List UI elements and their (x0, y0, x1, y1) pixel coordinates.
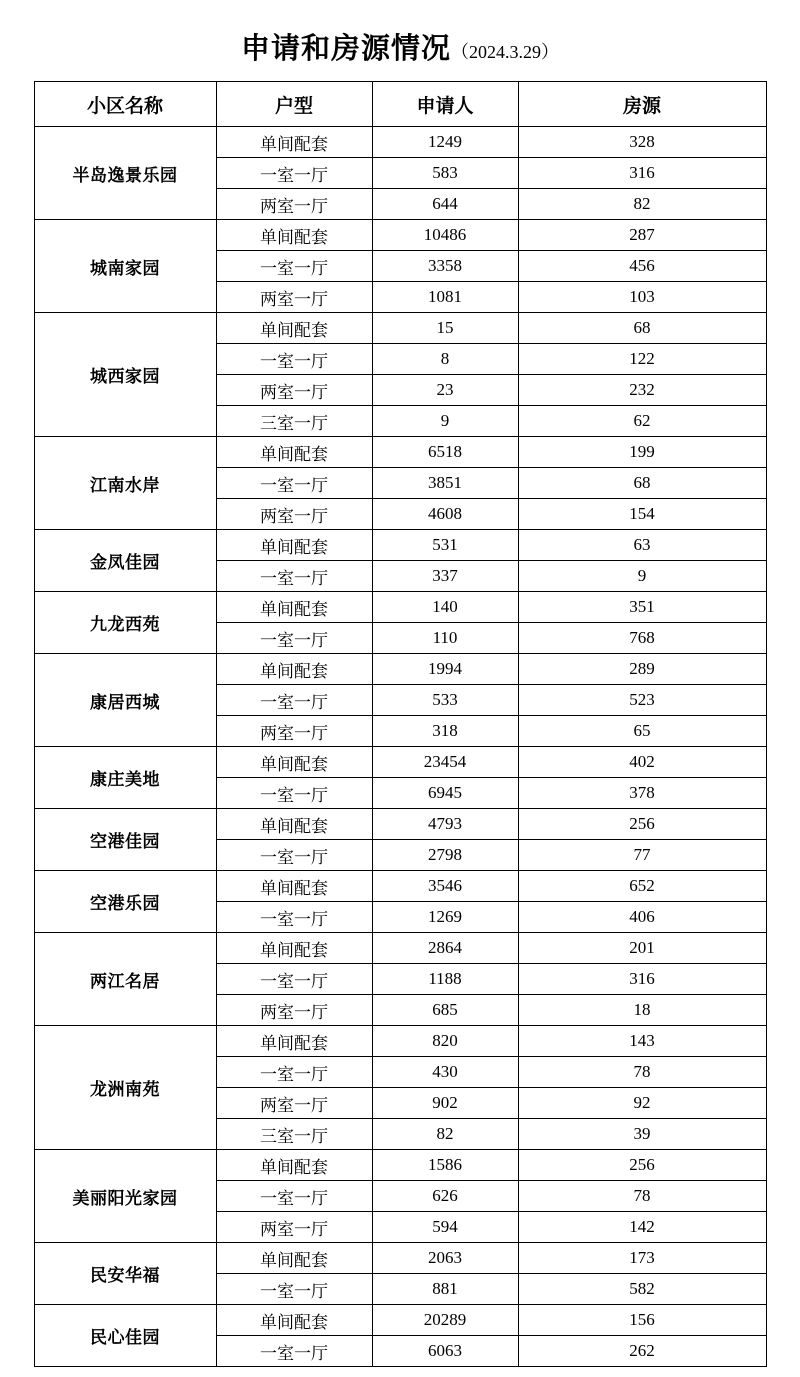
applicants-count-cell: 10486 (372, 220, 518, 251)
layout-type-cell: 单间配套 (216, 313, 372, 344)
applicants-count-cell: 430 (372, 1057, 518, 1088)
applicants-count-cell: 23454 (372, 747, 518, 778)
houses-count-cell: 173 (518, 1243, 766, 1274)
table-row (34, 1243, 766, 1274)
layout-type-cell: 一室一厅 (216, 344, 372, 375)
applicants-count-cell: 1994 (372, 654, 518, 685)
layout-type-cell: 单间配套 (216, 127, 372, 158)
houses-count-cell: 652 (518, 871, 766, 902)
applicants-count-cell: 2864 (372, 933, 518, 964)
houses-count-cell: 77 (518, 840, 766, 871)
layout-type-cell: 单间配套 (216, 1243, 372, 1274)
applicants-count-cell: 23 (372, 375, 518, 406)
page-title-date: （2024.3.29） (451, 42, 559, 62)
houses-count-cell: 63 (518, 530, 766, 561)
table-row (34, 127, 766, 158)
applicants-count-cell: 881 (372, 1274, 518, 1305)
applicants-count-cell: 6063 (372, 1336, 518, 1367)
layout-type-cell: 三室一厅 (216, 406, 372, 437)
layout-type-cell: 一室一厅 (216, 561, 372, 592)
layout-type-cell: 一室一厅 (216, 1336, 372, 1367)
layout-type-cell: 一室一厅 (216, 685, 372, 716)
layout-type-cell: 单间配套 (216, 933, 372, 964)
applicants-count-cell: 1188 (372, 964, 518, 995)
applicants-count-cell: 337 (372, 561, 518, 592)
layout-type-cell: 单间配套 (216, 654, 372, 685)
houses-count-cell: 68 (518, 313, 766, 344)
estate-name-cell: 金凤佳园 (34, 530, 216, 592)
layout-type-cell: 一室一厅 (216, 468, 372, 499)
layout-type-cell: 一室一厅 (216, 158, 372, 189)
houses-count-cell: 199 (518, 437, 766, 468)
layout-type-cell: 一室一厅 (216, 964, 372, 995)
houses-count-cell: 256 (518, 1150, 766, 1181)
column-header-layout: 户型 (216, 82, 372, 127)
estate-name-cell: 康居西城 (34, 654, 216, 747)
table-row (34, 747, 766, 778)
applicants-count-cell: 3546 (372, 871, 518, 902)
houses-count-cell: 378 (518, 778, 766, 809)
applicants-count-cell: 1269 (372, 902, 518, 933)
applicants-count-cell: 902 (372, 1088, 518, 1119)
houses-count-cell: 287 (518, 220, 766, 251)
layout-type-cell: 两室一厅 (216, 995, 372, 1026)
table-row (34, 871, 766, 902)
layout-type-cell: 一室一厅 (216, 623, 372, 654)
applicants-count-cell: 583 (372, 158, 518, 189)
estate-name-cell: 空港乐园 (34, 871, 216, 933)
estate-name-cell: 半岛逸景乐园 (34, 127, 216, 220)
houses-count-cell: 406 (518, 902, 766, 933)
column-header-houses: 房源 (518, 82, 766, 127)
estate-name-cell: 九龙西苑 (34, 592, 216, 654)
houses-count-cell: 328 (518, 127, 766, 158)
layout-type-cell: 一室一厅 (216, 840, 372, 871)
applicants-count-cell: 110 (372, 623, 518, 654)
applicants-count-cell: 20289 (372, 1305, 518, 1336)
houses-count-cell: 232 (518, 375, 766, 406)
applicants-count-cell: 4793 (372, 809, 518, 840)
table-row (34, 313, 766, 344)
column-header-estate: 小区名称 (34, 82, 216, 127)
houses-count-cell: 402 (518, 747, 766, 778)
applicants-count-cell: 685 (372, 995, 518, 1026)
applicants-count-cell: 594 (372, 1212, 518, 1243)
applicants-count-cell: 3358 (372, 251, 518, 282)
layout-type-cell: 单间配套 (216, 437, 372, 468)
houses-count-cell: 9 (518, 561, 766, 592)
layout-type-cell: 两室一厅 (216, 499, 372, 530)
houses-count-cell: 62 (518, 406, 766, 437)
houses-count-cell: 143 (518, 1026, 766, 1057)
applicants-count-cell: 644 (372, 189, 518, 220)
applicants-count-cell: 820 (372, 1026, 518, 1057)
applicants-count-cell: 8 (372, 344, 518, 375)
page-title-main: 申请和房源情况 (240, 33, 451, 65)
houses-count-cell: 262 (518, 1336, 766, 1367)
layout-type-cell: 单间配套 (216, 871, 372, 902)
houses-count-cell: 289 (518, 654, 766, 685)
applicants-count-cell: 2063 (372, 1243, 518, 1274)
table-row (34, 1026, 766, 1057)
estate-name-cell: 民安华福 (34, 1243, 216, 1305)
applicants-count-cell: 1249 (372, 127, 518, 158)
houses-count-cell: 201 (518, 933, 766, 964)
houses-count-cell: 316 (518, 158, 766, 189)
layout-type-cell: 单间配套 (216, 220, 372, 251)
estate-name-cell: 美丽阳光家园 (34, 1150, 216, 1243)
applicants-count-cell: 1586 (372, 1150, 518, 1181)
layout-type-cell: 两室一厅 (216, 189, 372, 220)
page-title (22, 26, 778, 67)
table-row (34, 1150, 766, 1181)
layout-type-cell: 一室一厅 (216, 778, 372, 809)
estate-name-cell: 江南水岸 (34, 437, 216, 530)
applicants-count-cell: 15 (372, 313, 518, 344)
table-row (34, 437, 766, 468)
estate-name-cell: 康庄美地 (34, 747, 216, 809)
houses-count-cell: 316 (518, 964, 766, 995)
layout-type-cell: 单间配套 (216, 592, 372, 623)
table-row (34, 220, 766, 251)
houses-count-cell: 456 (518, 251, 766, 282)
estate-name-cell: 龙洲南苑 (34, 1026, 216, 1150)
houses-count-cell: 92 (518, 1088, 766, 1119)
houses-count-cell: 18 (518, 995, 766, 1026)
layout-type-cell: 两室一厅 (216, 716, 372, 747)
houses-count-cell: 256 (518, 809, 766, 840)
table-row (34, 933, 766, 964)
layout-type-cell: 单间配套 (216, 809, 372, 840)
layout-type-cell: 单间配套 (216, 530, 372, 561)
layout-type-cell: 两室一厅 (216, 1212, 372, 1243)
estate-name-cell: 民心佳园 (34, 1305, 216, 1367)
estate-name-cell: 城南家园 (34, 220, 216, 313)
applicants-count-cell: 9 (372, 406, 518, 437)
houses-count-cell: 156 (518, 1305, 766, 1336)
houses-count-cell: 122 (518, 344, 766, 375)
layout-type-cell: 单间配套 (216, 1305, 372, 1336)
houses-count-cell: 768 (518, 623, 766, 654)
table-header-row (34, 82, 766, 127)
applicants-count-cell: 1081 (372, 282, 518, 313)
houses-count-cell: 582 (518, 1274, 766, 1305)
houses-count-cell: 65 (518, 716, 766, 747)
estate-name-cell: 空港佳园 (34, 809, 216, 871)
table-row (34, 530, 766, 561)
houses-count-cell: 523 (518, 685, 766, 716)
layout-type-cell: 一室一厅 (216, 1181, 372, 1212)
layout-type-cell: 一室一厅 (216, 251, 372, 282)
applicants-count-cell: 140 (372, 592, 518, 623)
layout-type-cell: 两室一厅 (216, 282, 372, 313)
table-body (34, 127, 766, 1367)
applicants-count-cell: 6945 (372, 778, 518, 809)
houses-count-cell: 78 (518, 1181, 766, 1212)
column-header-applicants: 申请人 (372, 82, 518, 127)
estate-name-cell: 城西家园 (34, 313, 216, 437)
table-row (34, 1305, 766, 1336)
estate-name-cell: 两江名居 (34, 933, 216, 1026)
layout-type-cell: 三室一厅 (216, 1119, 372, 1150)
applicants-count-cell: 533 (372, 685, 518, 716)
houses-count-cell: 142 (518, 1212, 766, 1243)
layout-type-cell: 一室一厅 (216, 1057, 372, 1088)
applicants-count-cell: 6518 (372, 437, 518, 468)
table-row (34, 809, 766, 840)
layout-type-cell: 单间配套 (216, 747, 372, 778)
houses-count-cell: 103 (518, 282, 766, 313)
houses-count-cell: 82 (518, 189, 766, 220)
applicants-count-cell: 531 (372, 530, 518, 561)
layout-type-cell: 单间配套 (216, 1150, 372, 1181)
application-housing-table (34, 81, 767, 1367)
table-header (34, 82, 766, 127)
applicants-count-cell: 4608 (372, 499, 518, 530)
houses-count-cell: 78 (518, 1057, 766, 1088)
houses-count-cell: 351 (518, 592, 766, 623)
applicants-count-cell: 318 (372, 716, 518, 747)
layout-type-cell: 一室一厅 (216, 902, 372, 933)
applicants-count-cell: 2798 (372, 840, 518, 871)
layout-type-cell: 两室一厅 (216, 1088, 372, 1119)
houses-count-cell: 154 (518, 499, 766, 530)
layout-type-cell: 一室一厅 (216, 1274, 372, 1305)
houses-count-cell: 68 (518, 468, 766, 499)
applicants-count-cell: 626 (372, 1181, 518, 1212)
table-row (34, 654, 766, 685)
houses-count-cell: 39 (518, 1119, 766, 1150)
layout-type-cell: 单间配套 (216, 1026, 372, 1057)
applicants-count-cell: 82 (372, 1119, 518, 1150)
table-row (34, 592, 766, 623)
layout-type-cell: 两室一厅 (216, 375, 372, 406)
applicants-count-cell: 3851 (372, 468, 518, 499)
